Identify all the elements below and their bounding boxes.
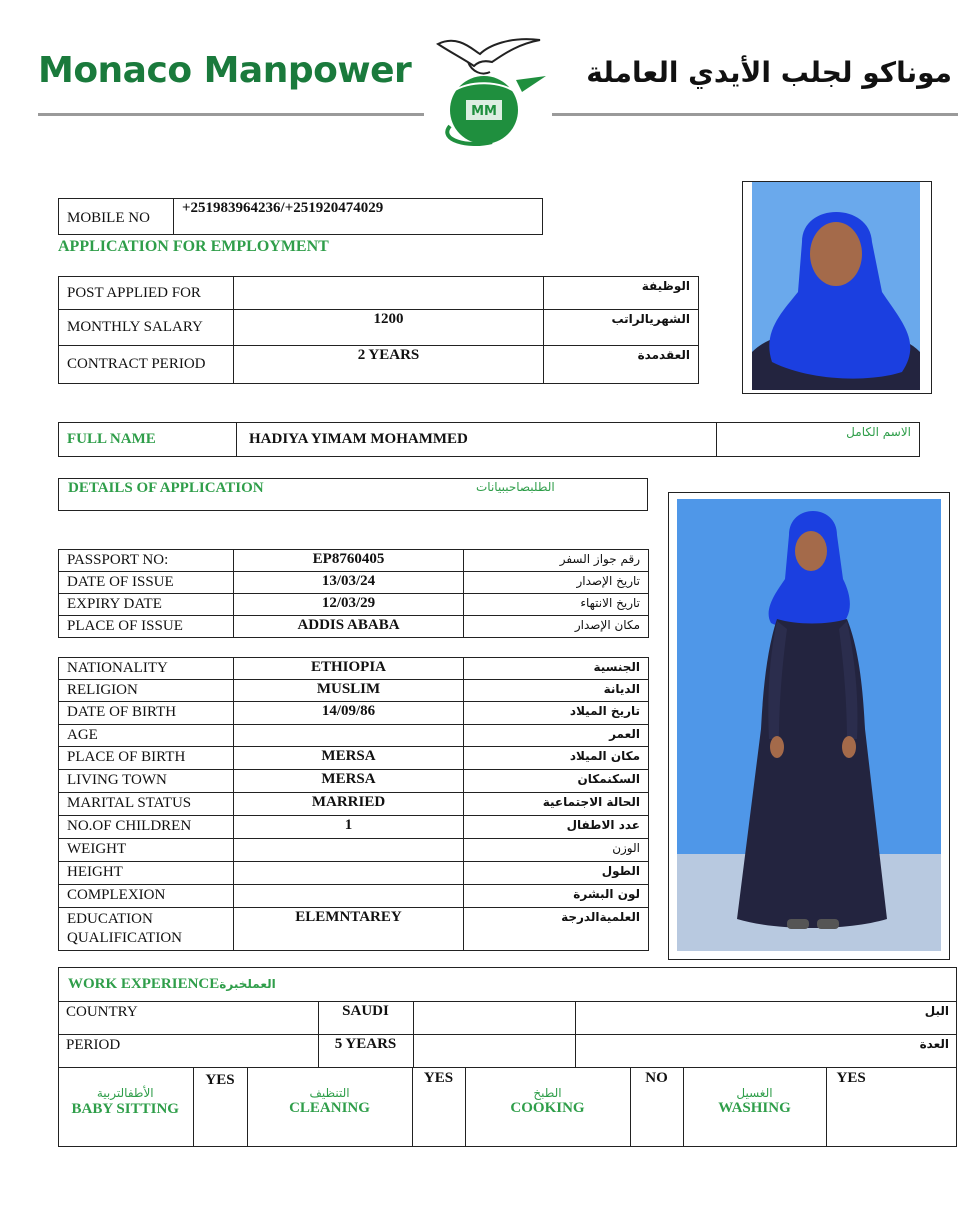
brand-name-arabic: موناكو لجلب الأيدي العاملة [586, 56, 952, 89]
work-heading-en: WORK EXPERIENCE [68, 976, 220, 992]
religion-label: RELIGION [59, 680, 234, 702]
skill-baby-sitting [58, 1068, 193, 1147]
skill-value: YES [412, 1068, 465, 1147]
complexion-label: COMPLEXION [59, 885, 234, 908]
nationality-value: ETHIOPIA [234, 658, 464, 680]
skill-value: YES [826, 1068, 957, 1147]
table-row [59, 839, 649, 862]
work-heading-ar: العملخبرة [219, 977, 276, 991]
skill-en: BABY SITTING [71, 1101, 179, 1117]
post-table [58, 276, 699, 384]
expiry-date-value: 12/03/29 [234, 594, 464, 616]
header-rule-right [552, 113, 958, 116]
table-row [59, 616, 649, 638]
table-row [59, 277, 699, 310]
height-label: HEIGHT [59, 862, 234, 885]
full-name-label-ar: الاسم الكامل [717, 423, 920, 457]
children-label: NO.OF CHILDREN [59, 816, 234, 839]
complexion-label-ar: لون البشرة [464, 885, 649, 908]
period-label-ar: العدة [575, 1035, 957, 1068]
table-row [59, 550, 649, 572]
expiry-date-label: EXPIRY DATE [59, 594, 234, 616]
table-row [59, 747, 649, 770]
work-heading [68, 976, 276, 993]
contract-value: 2 YEARS [234, 346, 544, 384]
age-label: AGE [59, 725, 234, 747]
table-row [59, 862, 649, 885]
mobile-label: MOBILE NO [59, 199, 174, 235]
birth-place-label-ar: مكان الميلاد [464, 747, 649, 770]
skill-ar: الطبخ [533, 1086, 562, 1100]
country-blank [413, 1002, 575, 1035]
weight-value [234, 839, 464, 862]
weight-label: WEIGHT [59, 839, 234, 862]
marital-status-label: MARITAL STATUS [59, 793, 234, 816]
table-row [59, 725, 649, 747]
brand-name-english: Monaco Manpower [38, 50, 412, 91]
skill-en: CLEANING [289, 1100, 370, 1116]
contract-label: CONTRACT PERIOD [59, 346, 234, 384]
company-logo [418, 32, 548, 148]
portrait-photo [742, 181, 932, 394]
expiry-date-label-ar: تاريخ الانتهاء [464, 594, 649, 616]
marital-status-label-ar: الحالة الاجتماعية [464, 793, 649, 816]
religion-value: MUSLIM [234, 680, 464, 702]
header-rule-left [38, 113, 424, 116]
mobile-value: +251983964236/+251920474029 [174, 199, 543, 235]
table-row [59, 680, 649, 702]
dob-value: 14/09/86 [234, 702, 464, 725]
skill-en: WASHING [718, 1100, 791, 1116]
details-label-ar: الطلبصاحببيانات [476, 480, 555, 494]
mobile-table [58, 198, 543, 235]
education-value: ELEMNTAREY [234, 908, 464, 951]
skill-washing [683, 1068, 826, 1147]
period-blank [413, 1035, 575, 1068]
children-label-ar: عدد الاطفال [464, 816, 649, 839]
table-row [59, 793, 649, 816]
children-value: 1 [234, 816, 464, 839]
skill-value: NO [630, 1068, 683, 1147]
complexion-value [234, 885, 464, 908]
table-row [59, 310, 699, 346]
skill-en: COOKING [510, 1100, 585, 1116]
issue-place-value: ADDIS ABABA [234, 616, 464, 638]
table-row [59, 572, 649, 594]
skill-value: YES [193, 1068, 247, 1147]
application-heading: APPLICATION FOR EMPLOYMENT [58, 238, 329, 255]
weight-label-ar: الوزن [464, 839, 649, 862]
issue-place-label-ar: مكان الإصدار [464, 616, 649, 638]
logo-text: MM [471, 104, 497, 119]
dob-label: DATE OF BIRTH [59, 702, 234, 725]
table-row [58, 1035, 957, 1068]
passport-table [58, 549, 649, 638]
full-name-label: FULL NAME [59, 423, 237, 457]
table-row [59, 594, 649, 616]
table-row [59, 816, 649, 839]
height-label-ar: الطول [464, 862, 649, 885]
table-row [59, 346, 699, 384]
living-town-value: MERSA [234, 770, 464, 793]
salary-label-ar: الشهريالراتب [544, 310, 699, 346]
table-row [59, 702, 649, 725]
table-row [58, 1068, 957, 1147]
nationality-label: NATIONALITY [59, 658, 234, 680]
skill-cooking [465, 1068, 630, 1147]
table-row [59, 908, 649, 951]
table-row [59, 770, 649, 793]
birth-place-value: MERSA [234, 747, 464, 770]
marital-status-value: MARRIED [234, 793, 464, 816]
period-label: PERIOD [58, 1035, 318, 1068]
post-value [234, 277, 544, 310]
nationality-label-ar: الجنسية [464, 658, 649, 680]
full-body-photo [668, 492, 950, 960]
passport-no-label: PASSPORT NO: [59, 550, 234, 572]
age-value [234, 725, 464, 747]
passport-no-value: EP8760405 [234, 550, 464, 572]
passport-no-label-ar: رقم جواز السفر [464, 550, 649, 572]
issue-date-label-ar: تاريخ الإصدار [464, 572, 649, 594]
salary-value: 1200 [234, 310, 544, 346]
post-label: POST APPLIED FOR [59, 277, 234, 310]
living-town-label: LIVING TOWN [59, 770, 234, 793]
dob-label-ar: تاريخ الميلاد [464, 702, 649, 725]
issue-place-label: PLACE OF ISSUE [59, 616, 234, 638]
table-row [58, 1002, 957, 1035]
salary-label: MONTHLY SALARY [59, 310, 234, 346]
table-row [59, 885, 649, 908]
age-label-ar: العمر [464, 725, 649, 747]
religion-label-ar: الديانة [464, 680, 649, 702]
skill-cleaning [247, 1068, 412, 1147]
period-value: 5 YEARS [318, 1035, 413, 1068]
country-label-ar: البل [575, 1002, 957, 1035]
table-row [59, 658, 649, 680]
education-label: EDUCATION QUALIFICATION [59, 908, 234, 951]
work-table [58, 1001, 957, 1068]
skill-ar: الغسيل [736, 1086, 773, 1100]
post-label-ar: الوظيفة [544, 277, 699, 310]
issue-date-label: DATE OF ISSUE [59, 572, 234, 594]
personal-table [58, 657, 649, 951]
country-label: COUNTRY [58, 1002, 318, 1035]
full-name-table [58, 422, 920, 457]
country-value: SAUDI [318, 1002, 413, 1035]
education-label-ar: العلميةالدرجة [464, 908, 649, 951]
skills-table [58, 1067, 957, 1147]
skill-ar: التنظيف [309, 1086, 350, 1100]
full-name-value: HADIYA YIMAM MOHAMMED [237, 423, 717, 457]
skill-ar: الأطفالتربية [96, 1086, 154, 1100]
contract-label-ar: العقدمدة [544, 346, 699, 384]
issue-date-value: 13/03/24 [234, 572, 464, 594]
height-value [234, 862, 464, 885]
birth-place-label: PLACE OF BIRTH [59, 747, 234, 770]
details-label: DETAILS OF APPLICATION [68, 480, 264, 496]
living-town-label-ar: السكنمكان [464, 770, 649, 793]
